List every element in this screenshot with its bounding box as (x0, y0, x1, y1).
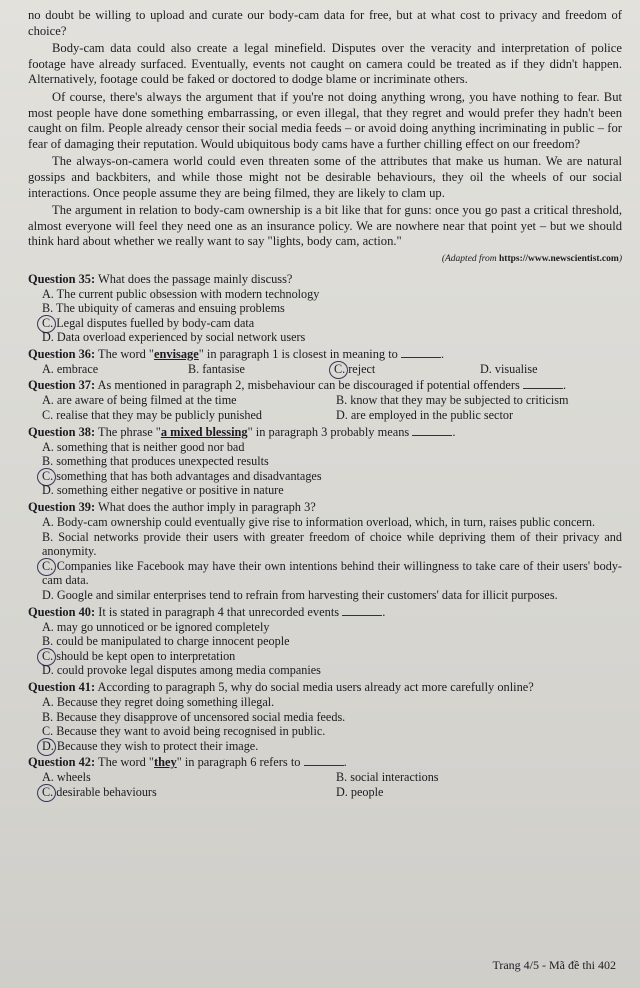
question-35 (28, 272, 622, 345)
option-a[interactable]: A. embrace (42, 361, 99, 376)
options (28, 770, 622, 799)
option-a[interactable]: A. wheels (42, 770, 91, 785)
stem-end: . (452, 424, 456, 439)
question-38 (28, 425, 622, 498)
question-42 (28, 755, 622, 799)
option-b[interactable]: B. fantasise (188, 361, 245, 376)
options (28, 515, 622, 603)
question-41 (28, 680, 622, 753)
source-citation (28, 252, 622, 268)
option-b[interactable]: B. Social networks provide their users with greater freedom of choice while depriving them of their privacy and anonymity. (42, 529, 622, 559)
stem-post: " in paragraph 1 is closest in meaning to (198, 346, 398, 361)
question-40 (28, 605, 622, 678)
keyword: a mixed blessing (160, 424, 248, 439)
option-b[interactable]: B. The ubiquity of cameras and ensuing problems (42, 301, 285, 316)
question-number: Question 42: (28, 755, 96, 770)
question-text: What does the passage mainly discuss? (98, 271, 293, 286)
stem-post: " in paragraph 3 probably means (247, 424, 410, 439)
stem-pre: The word " (98, 755, 154, 770)
passage-paragraph-4 (28, 41, 622, 88)
option-c-circled[interactable]: C. something that has both advantages and disadvantages (42, 469, 622, 484)
stem-end: . (440, 346, 445, 361)
question-36 (28, 347, 622, 377)
options (28, 393, 622, 422)
options (28, 287, 622, 345)
question-text: It is stated in paragraph 4 that unrecorded events (98, 604, 340, 619)
option-a[interactable]: A. are aware of being filmed at the time (42, 393, 237, 408)
source-suffix: ) (618, 253, 622, 264)
question-41-stem (28, 680, 622, 695)
option-c-circled[interactable]: C. Legal disputes fuelled by body-cam data (42, 316, 622, 331)
question-text: As mentioned in paragraph 2, misbehaviour can be discouraged if potential offenders (97, 378, 520, 393)
option-d[interactable]: D. visualise (480, 361, 538, 376)
question-number: Question 37: (28, 378, 96, 393)
question-37-stem (28, 378, 622, 393)
para4-text: Body-cam data could also create a legal minefield. Disputes over the veracity and interpretation of police footage have already surfaced. Eventually, events not caught on camera could be treated as if they didn't happen. Alternatively, footage could be faked or doctored to dodge blame or incriminate others. (28, 41, 622, 87)
answer-blank (523, 378, 563, 389)
option-a[interactable]: A. Because they regret doing something illegal. (42, 694, 275, 709)
option-c[interactable]: C. Because they want to avoid being recognised in public. (42, 724, 326, 739)
keyword: envisage (153, 346, 199, 361)
question-35-stem (28, 272, 622, 287)
question-number: Question 41: (28, 679, 96, 694)
stem-pre: The phrase " (98, 424, 161, 439)
question-text: What does the author imply in paragraph 3? (98, 500, 316, 515)
option-a[interactable]: A. may go unnoticed or be ignored completely (42, 619, 270, 634)
stem-end: . (343, 755, 347, 770)
option-d[interactable]: D. something either negative or positive in nature (42, 483, 284, 498)
option-b[interactable]: B. could be manipulated to charge innocent people (42, 634, 290, 649)
question-text: According to paragraph 5, why do social media users already act more carefully online? (97, 679, 534, 694)
option-d[interactable]: D. Google and similar enterprises tend to refrain from harvesting their customers' data for illicit purposes. (42, 588, 558, 602)
option-b[interactable]: B. social interactions (336, 770, 439, 785)
option-c-circled[interactable]: C. reject (334, 362, 480, 377)
stem-end: . (382, 604, 386, 619)
option-b[interactable]: B. know that they may be subjected to criticism (336, 393, 569, 408)
option-c-circled[interactable]: C. desirable behaviours (42, 785, 332, 800)
passage-paragraph-5: Of course, there's always the argument that if you're not doing anything wrong, you have nothing to fear. But most people have done something embarrassing, or even illegal, that they regret and would prefer they hadn't been caught on film. People already censor their social media feeds – or avoid doing anything incriminating in public – for fear of damaging their reputation. Would ubiquitous body cams have a further chilling effect on our freedom? (28, 89, 622, 151)
question-38-stem (28, 425, 622, 440)
options (28, 362, 622, 377)
option-d-circled[interactable]: D. Because they wish to protect their image. (42, 739, 622, 754)
question-number: Question 36: (28, 346, 96, 361)
question-number: Question 40: (28, 604, 96, 619)
question-number: Question 38: (28, 424, 96, 439)
source-url: https://www.newscientist.com (499, 253, 619, 264)
page-footer: Trang 4/5 - Mã đề thi 402 (492, 958, 616, 973)
option-d[interactable]: D. people (336, 784, 384, 799)
option-c-circled[interactable]: C. should be kept open to interpretation (42, 649, 622, 664)
answer-blank (401, 347, 441, 358)
question-number: Question 35: (28, 271, 96, 286)
question-number: Question 39: (28, 500, 96, 515)
answer-blank (342, 605, 382, 616)
option-a[interactable]: A. something that is neither good nor bad (42, 439, 245, 454)
options (28, 440, 622, 498)
options (28, 620, 622, 678)
stem-end: . (562, 378, 567, 393)
question-39-stem (28, 500, 622, 515)
question-36-stem (28, 347, 622, 362)
option-b[interactable]: B. Because they disapprove of uncensored social media feeds. (42, 709, 346, 724)
option-c-circled[interactable]: C. Companies like Facebook may have their own intentions behind their willingness to take care of their users' body-cam data. (42, 558, 622, 588)
options (28, 695, 622, 753)
keyword: they (153, 755, 177, 770)
reading-passage (28, 8, 622, 268)
question-40-stem (28, 605, 622, 620)
passage-paragraph-6: The always-on-camera world could even threaten some of the attributes that make us human. We are natural gossips and backbiters, and while those might not be desirable behaviours, they oil the wheels of our social interactions. Once people assume they are being filmed, they are likely to clam up. (28, 154, 622, 200)
source-prefix: (Adapted from (441, 253, 500, 264)
option-b[interactable]: B. something that produces unexpected results (42, 454, 269, 469)
option-c[interactable]: C. realise that they may be publicly punished (42, 408, 262, 423)
option-d[interactable]: D. could provoke legal disputes among media companies (42, 663, 321, 678)
answer-blank (304, 755, 344, 766)
option-a[interactable]: A. The current public obsession with modern technology (42, 286, 320, 301)
passage-line-continued: no doubt be willing to upload and curate our body-cam data for free, but at what cost to privacy and freedom of choice? (28, 8, 622, 38)
answer-blank (412, 425, 452, 436)
option-d[interactable]: D. are employed in the public sector (336, 408, 513, 423)
question-39 (28, 500, 622, 603)
option-a[interactable]: A. Body-cam ownership could eventually give rise to information overload, which, in turn, raises public concern. (42, 515, 596, 530)
question-37 (28, 378, 622, 422)
question-42-stem (28, 755, 622, 770)
passage-paragraph-7: The argument in relation to body-cam ownership is a bit like that for guns: once you go past a critical threshold, almost everyone will feel they need one as an insurance policy. We are nowhere near that point yet – but we should think hard about whether we really want to say "lights, body cam, action." (28, 203, 622, 249)
stem-pre: The word " (98, 346, 154, 361)
option-d[interactable]: D. Data overload experienced by social network users (42, 330, 306, 345)
stem-post: " in paragraph 6 refers to (176, 755, 301, 770)
